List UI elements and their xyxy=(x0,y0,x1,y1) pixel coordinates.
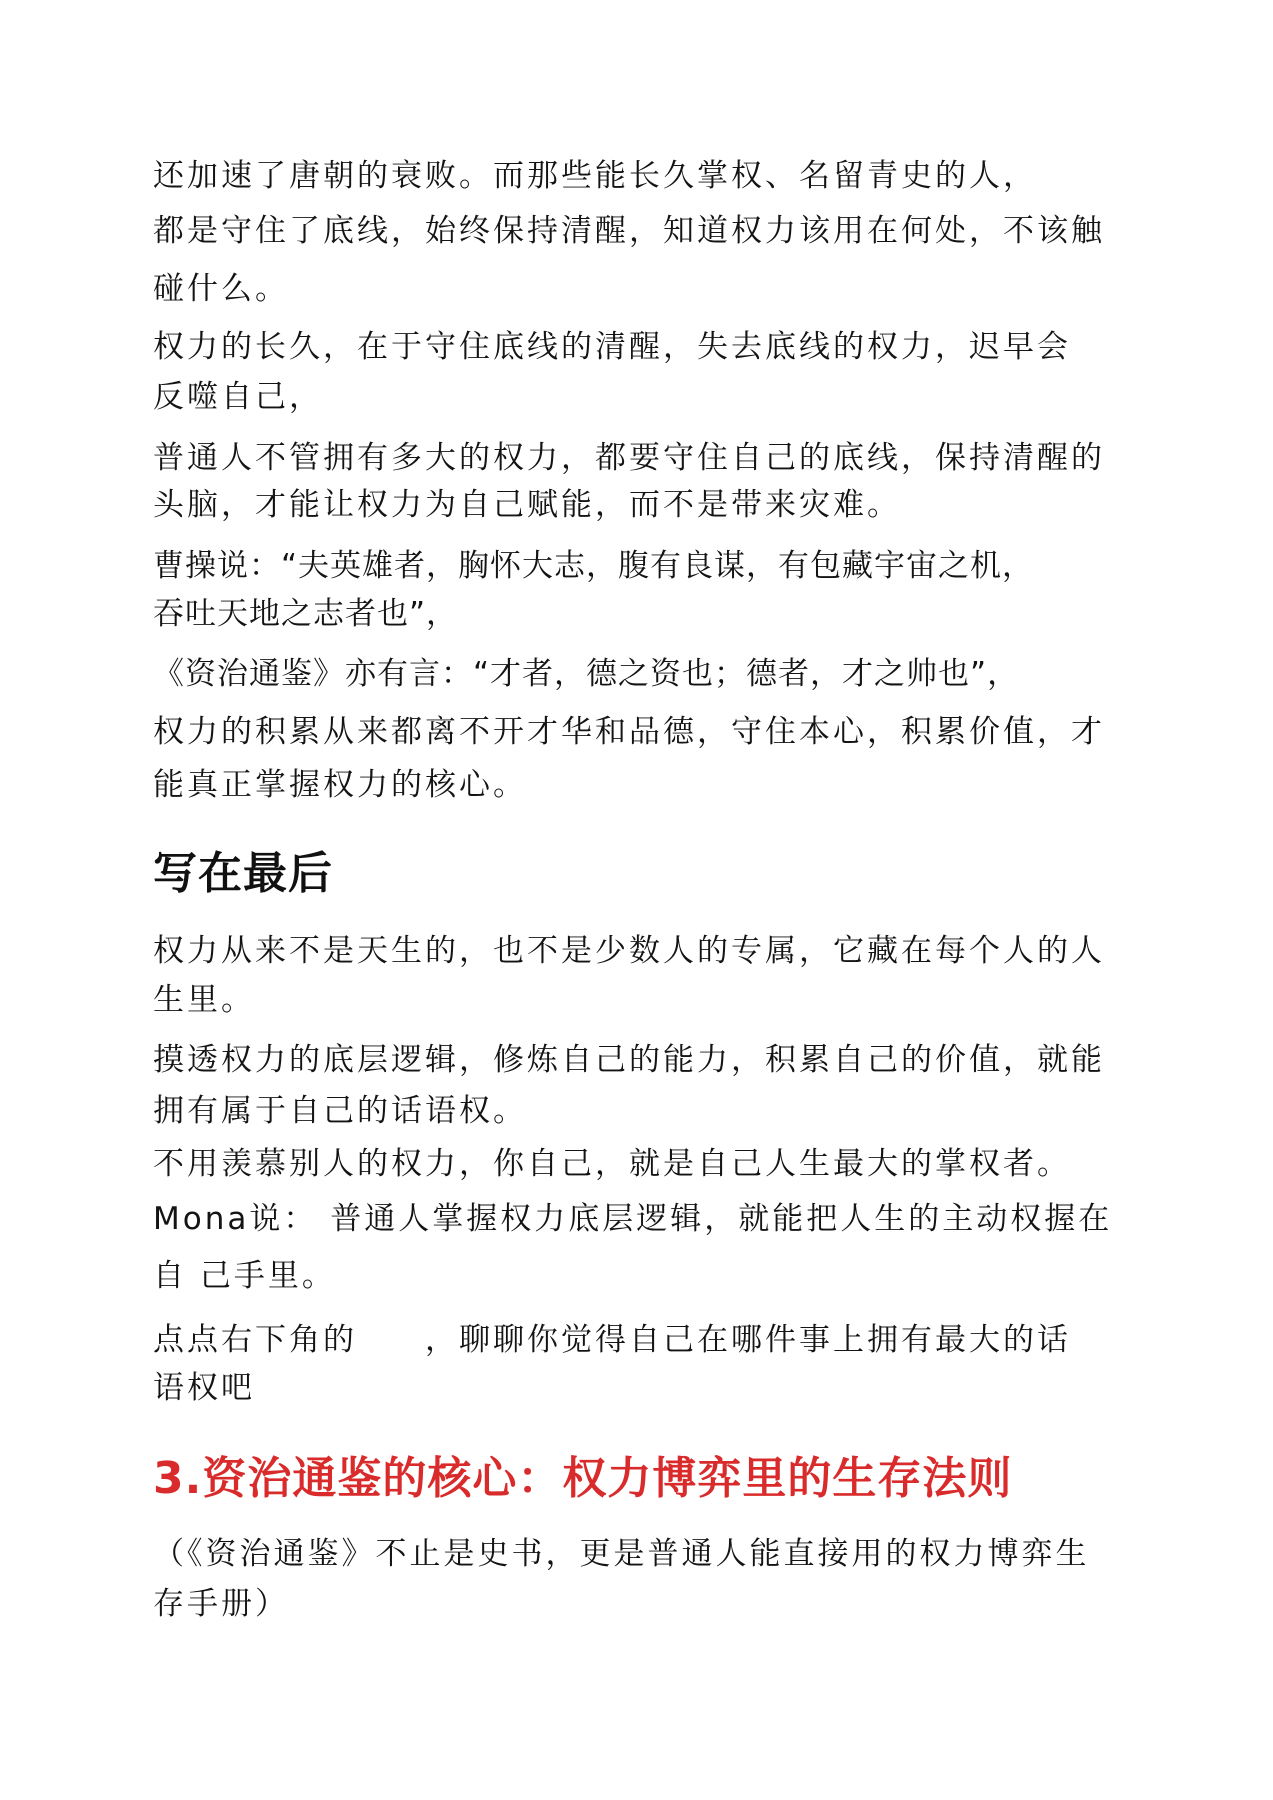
paragraph-line: 权力的积累从来都离不开才华和品德，守住本心，积累价值，才 xyxy=(153,714,1105,750)
paragraph-line: Mona说： 普通人掌握权力底层逻辑，就能把人生的主动权握在 xyxy=(153,1201,1113,1237)
paragraph-line: 头脑，才能让权力为自己赋能，而不是带来灾难。 xyxy=(153,487,901,523)
paragraph-line: 普通人不管拥有多大的权力，都要守住自己的底线，保持清醒的 xyxy=(153,440,1105,476)
paragraph-line: 碰什么。 xyxy=(153,271,289,307)
paragraph-line: 吞吐天地之志者也”， xyxy=(153,596,459,632)
paragraph-line: 反噬自己， xyxy=(153,379,323,415)
section-heading-red: 3.资治通鉴的核心：权力博弈里的生存法则 xyxy=(153,1453,1013,1504)
paragraph-line: 权力的长久，在于守住底线的清醒，失去底线的权力，迟早会 xyxy=(153,329,1071,365)
paragraph-line: 存手册） xyxy=(153,1586,289,1622)
paragraph-line: 都是守住了底线，始终保持清醒，知道权力该用在何处，不该触 xyxy=(153,213,1105,249)
paragraph-line: 语权吧 xyxy=(153,1370,255,1406)
section-heading: 写在最后 xyxy=(153,848,333,899)
paragraph-line: 点点右下角的 ，聊聊你觉得自己在哪件事上拥有最大的话 xyxy=(153,1322,1071,1358)
paragraph-line: 摸透权力的底层逻辑，修炼自己的能力，积累自己的价值，就能 xyxy=(153,1042,1105,1078)
paragraph-line: 曹操说：“夫英雄者，胸怀大志，腹有良谋，有包藏宇宙之机， xyxy=(153,548,1035,584)
paragraph-line: （《资治通鉴》不止是史书，更是普通人能直接用的权力博弈生 xyxy=(153,1536,1090,1572)
paragraph-line: 自 己手里。 xyxy=(153,1258,336,1294)
paragraph-line: 《资治通鉴》亦有言：“才者，德之资也；德者，才之帅也”， xyxy=(153,656,1020,692)
paragraph-line: 不用羡慕别人的权力，你自己，就是自己人生最大的掌权者。 xyxy=(153,1146,1071,1182)
paragraph-line: 还加速了唐朝的衰败。而那些能长久掌权、名留青史的人， xyxy=(153,158,1037,194)
paragraph-line: 权力从来不是天生的，也不是少数人的专属，它藏在每个人的人 xyxy=(153,933,1105,969)
paragraph-line: 拥有属于自己的话语权。 xyxy=(153,1093,527,1129)
paragraph-line: 生里。 xyxy=(153,982,255,1018)
paragraph-line: 能真正掌握权力的核心。 xyxy=(153,767,527,803)
